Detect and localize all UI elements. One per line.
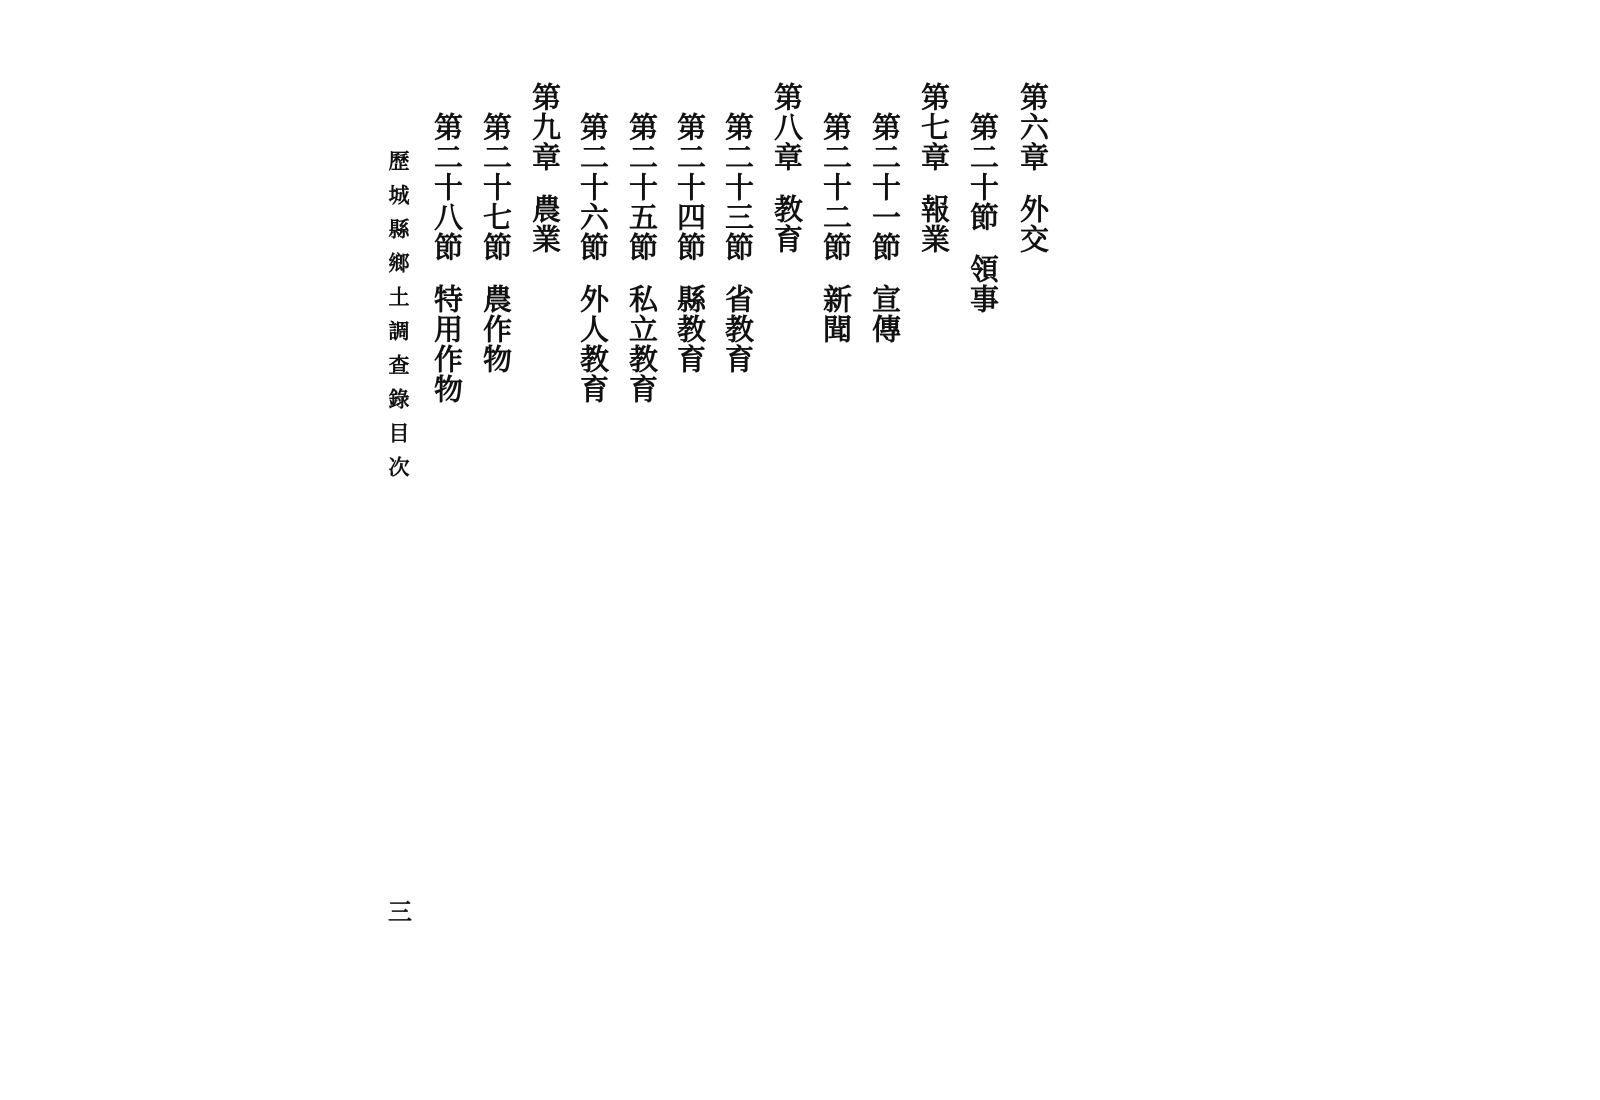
toc-label: 第六章 xyxy=(1016,82,1050,172)
toc-title: 外人教育 xyxy=(576,284,610,404)
toc-label: 第二十五節 xyxy=(625,112,659,262)
toc-section-24 xyxy=(673,112,707,374)
toc-section-27 xyxy=(479,112,513,374)
toc-chapter-6 xyxy=(1016,82,1050,254)
toc-title: 特用作物 xyxy=(430,284,464,404)
toc-section-22 xyxy=(819,112,853,344)
page-number: 三 xyxy=(388,897,412,926)
toc-label: 第二十節 xyxy=(966,112,1000,232)
toc-label: 第二十一節 xyxy=(868,112,902,262)
toc-chapter-7 xyxy=(917,82,951,254)
toc-title: 領事 xyxy=(966,254,1000,314)
toc-label: 第八章 xyxy=(770,82,804,172)
toc-section-20 xyxy=(966,112,1000,314)
toc-label: 第二十八節 xyxy=(430,112,464,262)
toc-chapter-8 xyxy=(770,82,804,254)
toc-label: 第二十二節 xyxy=(819,112,853,262)
toc-title: 教育 xyxy=(770,194,804,254)
toc-label: 第七章 xyxy=(917,82,951,172)
toc-chapter-9 xyxy=(528,82,562,254)
toc-title: 農作物 xyxy=(479,284,513,374)
toc-section-21 xyxy=(868,112,902,344)
toc-title: 私立教育 xyxy=(625,284,659,404)
toc-title: 宣傳 xyxy=(868,284,902,344)
toc-section-23 xyxy=(721,112,755,374)
toc-section-28 xyxy=(430,112,464,404)
toc-title: 外交 xyxy=(1016,194,1050,254)
toc-label: 第二十三節 xyxy=(721,112,755,262)
toc-title: 報業 xyxy=(917,194,951,254)
toc-label: 第九章 xyxy=(528,82,562,172)
toc-section-25 xyxy=(625,112,659,404)
toc-title: 省教育 xyxy=(721,284,755,374)
toc-section-26 xyxy=(576,112,610,404)
toc-title: 新聞 xyxy=(819,284,853,344)
toc-label: 第二十六節 xyxy=(576,112,610,262)
toc-title: 農業 xyxy=(528,194,562,254)
toc-title: 縣教育 xyxy=(673,284,707,374)
toc-label: 第二十七節 xyxy=(479,112,513,262)
toc-label: 第二十四節 xyxy=(673,112,707,262)
running-header-book-title: 歷城縣鄉土調查錄目次 xyxy=(386,150,411,490)
